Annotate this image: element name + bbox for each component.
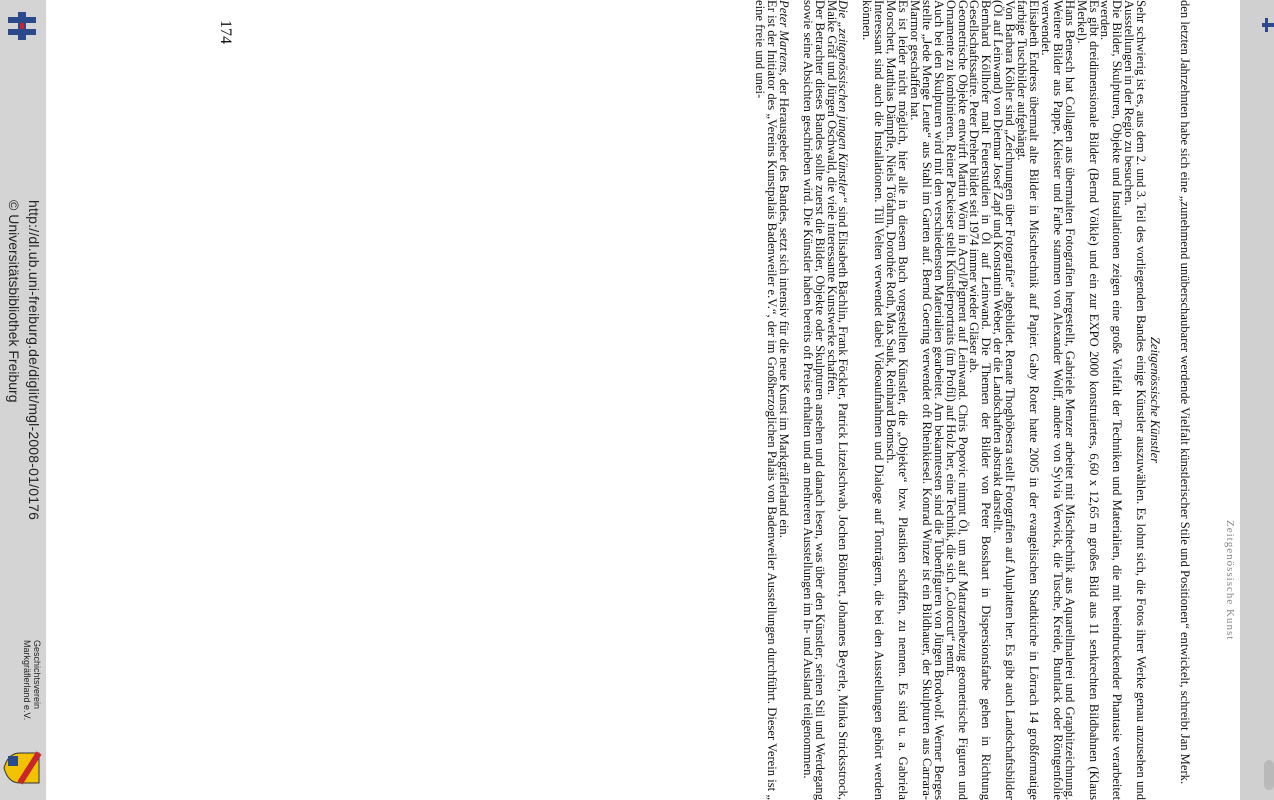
paragraph: Geometrische Objekte entwirft Martin Wörn in Acryl/Pigment auf Leinwand. Chris Popovic nimmt Öl, um auf Matratzenbezug geometrische Figuren und Ornamente zu kombinieren. Reiner Packeiser stellt Künstlerportraits (im Profil) auf Holz her, eine Technik, die sich „Colorcut“ nennt. bbox=[943, 0, 970, 800]
scroll-indicator[interactable] bbox=[1264, 760, 1274, 790]
paragraph: den letzten Jahrzehnten habe sich eine „zunehmend unüberschaubarer werdende Vielfalt künstlerischer Stile und Positionen“ entwickelt, schreibt Jan Merk. bbox=[1178, 0, 1192, 785]
society-name bbox=[22, 640, 42, 720]
right-margin-mark-icon bbox=[1262, 18, 1274, 32]
paragraph bbox=[825, 0, 849, 800]
paragraph: Auch bei den Skulpturen wird mit den verschiedensten Materialien gearbeitet. Am bekanntesten sind die Tubenfiguren von Jürgen Brodwolf. Werner Berges stellte „Jede Menge Leute“ aus Stahl im Garten auf. Bernd Goering verwendet oft Rheinkiesel. Konrad Winzer ist ein Bildhauer, der Skulpturen aus Carrara-Marmor geschaffen hat. bbox=[907, 0, 946, 800]
running-header-fragment: Zeitgenössische Kunst bbox=[1224, 520, 1236, 641]
paragraph: Er ist der Initiator des „Vereins Kunstpalais Badenweiler e.V.“, der im Großherzoglichen Palais von Badenweiler Ausstellungen durchführt. Dieser Verein ist „ eine freie und unei- bbox=[753, 0, 779, 800]
page-rotated-content bbox=[46, 0, 1240, 800]
paragraph: Es ist leider nicht möglich, hier alle in diesem Buch vorgestellten Künstler, die „Objekte“ bzw. Plastiken schaffen, zu nennen. Es sind u. a. Gabriela Morschett, Matthias Dämpfle, Niels Töfahrn, Dorothée Roth, Max Sauk, Reinhard Bomsch. bbox=[884, 0, 911, 800]
university-library-logo-icon bbox=[4, 8, 40, 44]
coat-of-arms-icon bbox=[2, 750, 42, 786]
italic-phrase: Die „zeitgenössischen jungen Künstler“ bbox=[836, 0, 851, 204]
paragraph: Hans Benesch hat Collagen aus übermalten Fotografien hergestellt, Gabriele Menzer arbeitet mit Mischtechnik aus Aquarellmalerei und Graphitzeichnung. Weitere Bilder aus Pappe, Kleister und Farbe stammen von Alexander Wolff, andere von Sylvia Verwick, die Tusche, Kreide, Buntlack oder Röntgenfolie verwendet. bbox=[1038, 0, 1077, 800]
right-margin-strip bbox=[1240, 0, 1274, 800]
society-name-line1: Geschichtsverein bbox=[32, 640, 42, 710]
paragraph: Bernhard Köllhofer malt Feuerstudien in Öl auf Leinwand. Die Themen der Bilder von Peter Bosshart in Dispersionsfarbe gehen in Richtung Gesellschaftssatire. Peter Dreher bildet seit 1974 immer wieder Gläser ab. bbox=[967, 0, 994, 800]
paragraph: Die Bilder, Skulpturen, Objekte und Installationen zeigen eine große Vielfalt der Techniken und Materialien, die mit beeindruckender Phantasie verarbeitet werden. bbox=[1098, 0, 1125, 800]
page-number: 174 bbox=[217, 20, 234, 44]
document-url[interactable]: http://dl.ub.uni-freiburg.de/diglit/mgl-2008-01/0176 bbox=[26, 200, 42, 521]
paragraph: Sehr schwierig ist es, aus dem 2. und 3. Teil des vorliegenden Bandes einige Künstler auszuwählen. Es lohnt sich, die Fotos ihrer Werke genau anzusehen und Ausstellungen in der Regio zu besuchen. bbox=[1122, 0, 1149, 800]
paragraph-text: , der Herausgeber des Bandes, setzt sich intensiv für die neue Kunst im Markgräflerland ein. bbox=[776, 72, 791, 538]
paragraph: Es gibt dreidimensionale Bilder (Bernd Völkle) und ein zur EXPO 2000 konstruiertes, 6,60 x 12,65 m großes Bild aus 11 senkrechten Bildbahnen (Klaus Merkel). bbox=[1074, 0, 1101, 800]
italic-name: Peter Martens bbox=[776, 0, 791, 73]
scanned-page bbox=[46, 0, 1240, 800]
paragraph-text: sind Elisabeth Bächlin, Frank Föckler, Patrick Litzelschwab, Jochen Böhnert, Johannes Beyerle, Minka Stricksstrock, Maike Gräf und Jürgen Oschwald, die viele interessante Kunstwerke schaffen. bbox=[824, 0, 851, 800]
society-name-line2: Markgräflerland e.V. bbox=[22, 640, 32, 721]
section-heading: Zeitgenössische Künstler bbox=[1148, 336, 1163, 464]
paragraph: Der Betrachter dieses Bandes sollte zuerst die Bilder, Objekte oder Skulpturen ansehen und danach lesen, was über den Künstler, seinen Stil und Werdegang sowie seine Absichten geschrieben wird. Die Künstler haben bereits oft Preise erhalten und an mehreren Ausstellungen im In- und Ausland teilgenommen. bbox=[800, 0, 827, 800]
paragraph: Elisabeth Endress übermalt alte Bilder in Mischtechnik auf Papier. Gaby Roter hatte 2005 in der evangelischen Stadtkirche in Lörrach 14 großformatige farbige Tuschbilder aufgehängt. bbox=[1015, 0, 1042, 800]
paragraph: Interessant sind auch die Installationen. Till Velten verwendet dabei Videoaufnahmen und Dialoge auf Tonträgern, die bei den Ausstellungen gehört werden können. bbox=[860, 0, 887, 800]
library-margin-strip bbox=[0, 0, 46, 800]
body-text bbox=[753, 0, 1190, 800]
paragraph: Von Barbara Köhler sind „Zeichnungen über Fotografie“ abgebildet. Renate Thoghöbesra stellt Fotografien auf Aluplatten her. Es gibt auch Landschaftsbilder (Öl auf Leinwand) von Dietmar Josef Zapf und Konstantin Weber, der die Landschaften abstrakt darstellt. bbox=[991, 0, 1018, 800]
copyright-notice: © Universitätsbibliothek Freiburg bbox=[6, 200, 22, 403]
